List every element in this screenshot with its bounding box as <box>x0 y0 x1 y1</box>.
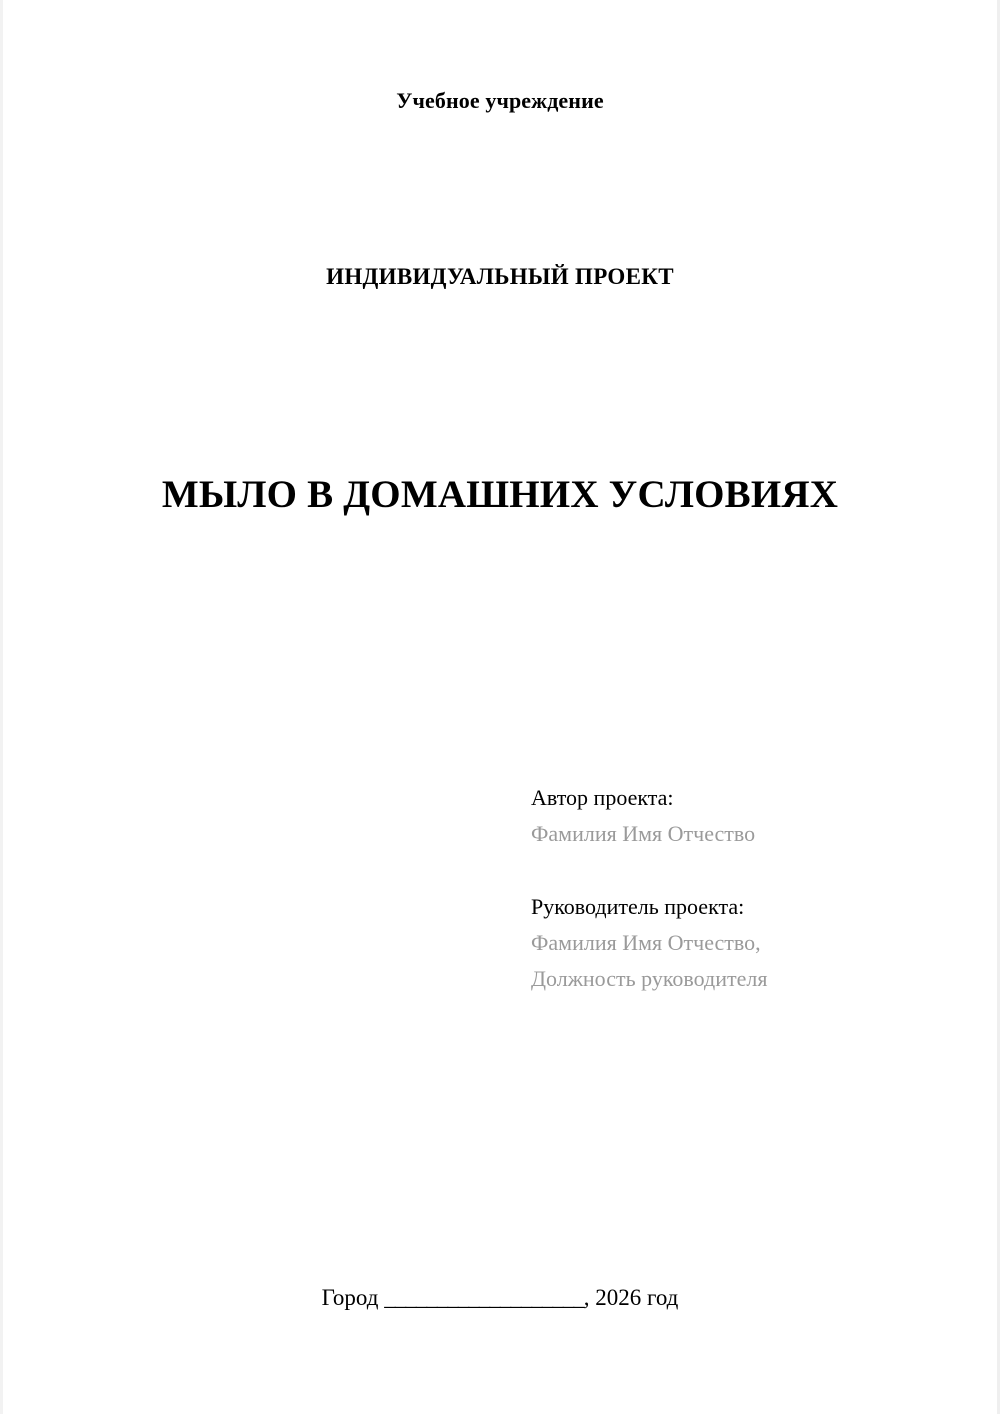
supervisor-label: Руководитель проекта: <box>531 893 745 919</box>
document-type: ИНДИВИДУАЛЬНЫЙ ПРОЕКТ <box>326 264 674 289</box>
city-prefix: Город <box>321 1285 379 1310</box>
author-label: Автор проекта: <box>531 785 674 810</box>
institution-name: Учебное учреждение <box>396 88 604 113</box>
supervisor-name-placeholder: Фамилия Имя Отчество, <box>531 929 761 955</box>
year-suffix: , 2026 год <box>583 1285 679 1310</box>
author-name-placeholder: Фамилия Имя Отчество <box>531 821 756 847</box>
page-title: МЫЛО В ДОМАШНИХ УСЛОВИЯХ <box>161 473 839 517</box>
city-blank-line: ___________________ <box>384 1285 584 1310</box>
footer-city-year <box>0 1285 1000 1311</box>
supervisor-position-placeholder: Должность руководителя <box>531 966 768 992</box>
credits-block <box>531 780 951 997</box>
